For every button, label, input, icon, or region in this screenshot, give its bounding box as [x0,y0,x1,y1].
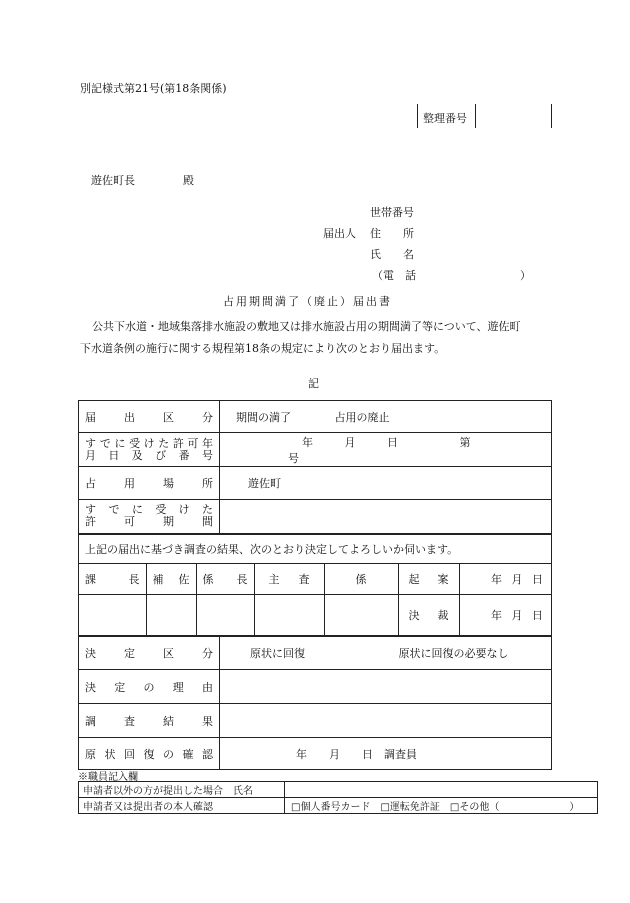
decision-opt-no-restore: 原状に回復の必要なし [398,646,509,660]
riyu-value [220,670,552,704]
decision-opt-restore: 原状に回復 [250,646,305,660]
address-label: 住 所 [370,227,414,240]
kakaricho-stamp [196,595,254,635]
kubun-opt-abolish: 占用の廃止 [334,410,390,424]
kyoka-label-line2: 月日及び番号 [85,448,213,462]
todokede-label: 届出人 [323,227,356,240]
kikan-label [79,500,220,534]
decision-kubun-value [220,636,552,670]
kian-date: 年 月 日 [459,564,551,595]
kakunin-value [220,738,552,770]
addressee: 遊佐町長 [91,174,135,187]
approval-text: 上記の届出に基づき調査の結果、次のとおり決定してよろしいか伺います。 [79,534,552,564]
kyoka-label [79,433,220,467]
shusa-label: 主査 [254,564,324,595]
staff-table [78,781,598,814]
kyoka-value [220,433,552,467]
decision-kubun-label: 決定区分 [79,636,220,670]
kyoka-year: 年 [302,435,313,449]
kubun-label: 届出区分 [79,401,220,433]
kikan-label-line1: すでに受けた [85,503,213,517]
kessai-date: 年 月 日 [459,595,551,635]
kakaricho-label: 係長 [196,564,254,595]
staff-row1-label: 申請者以外の方が提出した場合 氏名 [79,782,285,798]
kubun-value [220,401,552,433]
seiri-mid-border [475,104,476,128]
basho-label: 占用場所 [79,467,220,500]
name-label: 氏 名 [370,248,414,261]
riyu-label: 決定の理由 [79,670,220,704]
form-title: 占用期間満了（廃止）届出書 [223,295,392,308]
seiri-label: 整理番号 [423,112,467,125]
kyoka-day: 日 [387,435,398,449]
kakari-label: 係 [324,564,398,595]
staff-row2-options: □個人番号カード □運転免許証 □その他（ ） [285,798,598,814]
shusa-stamp [254,595,324,635]
kakari-stamp [324,595,398,635]
approval-grid-cell [79,564,552,636]
approval-grid [79,564,551,635]
kian-label: 起案 [398,564,459,595]
kekka-value [220,704,552,738]
staff-heading: ※職員記入欄 [78,772,138,783]
kikan-label-line2: 許可期間 [85,515,213,529]
ki-label: 記 [308,377,319,390]
staff-row1-value [285,782,598,798]
basho-value-text: 遊佐町 [248,477,281,490]
staff-row2-label: 申請者又は提出者の本人確認 [79,798,285,814]
hosa-stamp [146,595,196,635]
body-line-1: 公共下水道・地域集落排水施設の敷地又は排水施設占用の期間満了等について、遊佐町 [92,320,521,333]
kyoka-month: 月 [344,435,356,449]
hosa-label: 補佐 [146,564,196,595]
setai-label: 世帯番号 [370,206,414,219]
kubun-opt-expiry: 期間の満了 [236,410,291,424]
basho-value [220,467,552,500]
form-number: 別記様式第21号(第18条関係) [80,82,227,95]
kyoka-label-line1: すでに受けた許可年 [85,436,213,450]
phone-label: （電 話 [372,269,416,282]
addressee-honorific: 殿 [183,174,194,187]
kessai-label: 決裁 [398,595,459,635]
kekka-label: 調査結果 [79,704,220,738]
kakunin-label: 原状回復の確認 [79,738,220,770]
kacho-label: 課長 [79,564,146,595]
kakunin-value-text: 年 月 日 調査員 [296,747,417,761]
main-table [78,400,552,770]
kyoka-dai: 第 [459,435,471,449]
phone-close: ） [520,269,531,282]
seiri-left-border [417,104,418,128]
body-line-2: 下水道条例の施行に関する規程第18条の規定により次のとおり届出ます。 [80,342,446,355]
kikan-value [220,500,552,534]
kacho-stamp [79,595,146,635]
kyoka-go: 号 [288,451,299,465]
seiri-right-border [551,104,552,128]
